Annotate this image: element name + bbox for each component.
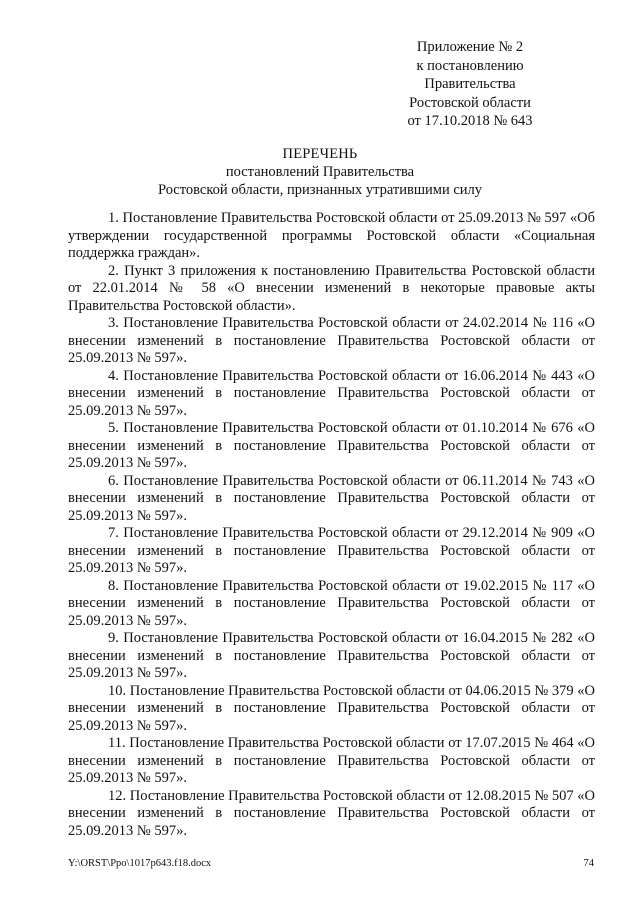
list-item: 4. Постановление Правительства Ростовской области от 16.06.2014 № 443 «О внесении изменений в постановление Правительства Ростовской области от 25.09.2013 № 597».	[68, 367, 595, 419]
page-number: 74	[583, 858, 594, 869]
appendix-line: к постановлению	[416, 57, 524, 74]
list-item: 7. Постановление Правительства Ростовской области от 29.12.2014 № 909 «О внесении изменений в постановление Правительства Ростовской области от 25.09.2013 № 597».	[68, 525, 595, 576]
appendix-line: Приложение № 2	[416, 39, 524, 55]
appendix-block	[360, 38, 580, 131]
list-item: 11. Постановление Правительства Ростовской области от 17.07.2015 № 464 «О внесении изменений в постановление Правительства Ростовской области от 25.09.2013 № 597».	[68, 735, 595, 786]
appendix-line: Ростовской области	[409, 94, 531, 111]
list-item: 10. Постановление Правительства Ростовской области от 04.06.2015 № 379 «О внесении изменений в постановление Правительства Ростовской области от 25.09.2013 № 597».	[68, 682, 595, 734]
document-subtitle: постановлений Правительства	[225, 164, 415, 180]
list-item: 9. Постановление Правительства Ростовской области от 16.04.2015 № 282 «О внесении изменений в постановление Правительства Ростовской области от 25.09.2013 № 597».	[68, 630, 595, 681]
resolutions-list	[68, 210, 595, 840]
appendix-line: Правительства	[424, 76, 516, 92]
list-item: 2. Пункт 3 приложения к постановлению Правительства Ростовской области от 22.01.2014 № 58 «О внесении изменений в некоторые правовые акты Правительства Ростовской области».	[68, 262, 595, 314]
list-item: 8. Постановление Правительства Ростовской области от 19.02.2015 № 117 «О внесении изменений в постановление Правительства Ростовской области от 25.09.2013 № 597».	[68, 577, 595, 629]
list-item: 12. Постановление Правительства Ростовской области от 12.08.2015 № 507 «О внесении изменений в постановление Правительства Ростовской области от 25.09.2013 № 597».	[68, 787, 595, 839]
document-subtitle: Ростовской области, признанных утратившими силу	[157, 182, 483, 198]
file-path: Y:\ORST\Ppo\1017p643.f18.docx	[68, 858, 212, 869]
list-item: 6. Постановление Правительства Ростовской области от 06.11.2014 № 743 «О внесении изменений в постановление Правительства Ростовской области от 25.09.2013 № 597».	[68, 472, 595, 524]
list-item: 5. Постановление Правительства Ростовской области от 01.10.2014 № 676 «О внесении изменений в постановление Правительства Ростовской области от 25.09.2013 № 597».	[68, 420, 595, 471]
heading-block	[60, 145, 580, 199]
document-title: ПЕРЕЧЕНЬ	[282, 146, 358, 162]
list-item: 3. Постановление Правительства Ростовской области от 24.02.2014 № 116 «О внесении изменений в постановление Правительства Ростовской области от 25.09.2013 № 597».	[68, 315, 595, 366]
appendix-line: от 17.10.2018 № 643	[407, 113, 533, 129]
page-footer	[68, 858, 594, 870]
list-item: 1. Постановление Правительства Ростовской области от 25.09.2013 № 597 «Об утверждении государственной программы Ростовской области «Социальная поддержка граждан».	[68, 210, 595, 261]
